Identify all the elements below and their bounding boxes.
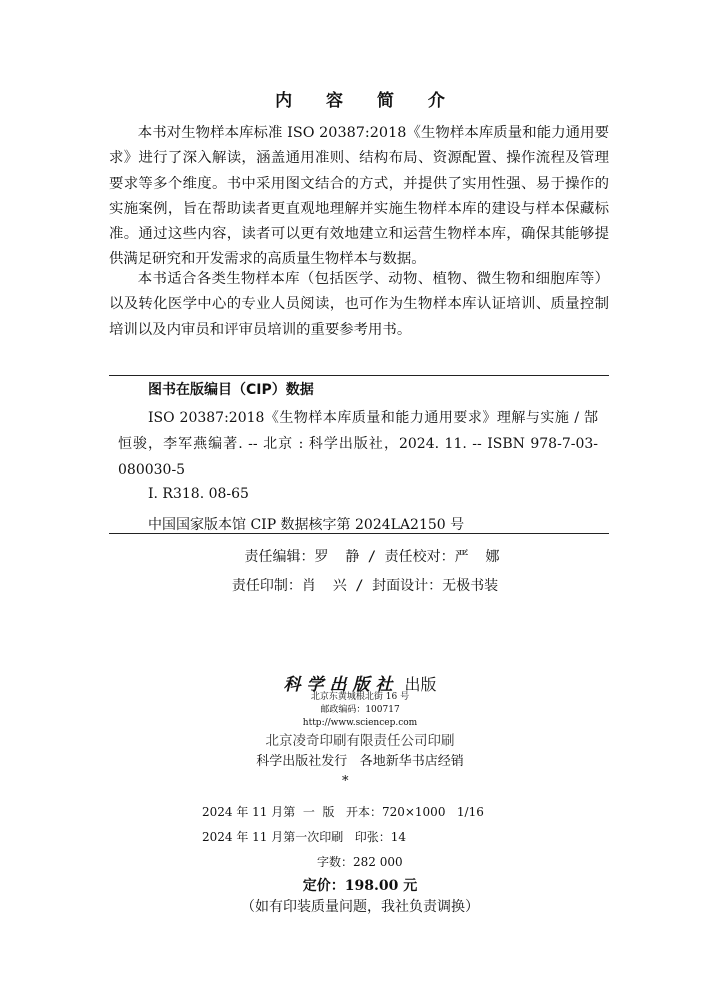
cip-description: ISO 20387:2018《生物样本库质量和能力通用要求》理解与实施 / 郜恒骏，李军燕编著. -- 北京 : 科学出版社，2024. 11. -- ISBN 978-7-03-080030-5	[118, 410, 598, 478]
intro-text-1: 本书对生物样本库标准 ISO 20387:2018《生物样本库质量和能力通用要求》进行了深入解读，涵盖通用准则、结构布局、资源配置、操作流程及管理要求等多个维度。书中采用图文结合的方式，并提供了实用性强、易于操作的实施案例，旨在帮助读者更直观地理解并实施生物样本库的建设与样本保藏标准。通过这些内容，读者可以更有效地建立和运营生物样本库，确保其能够提供满足研究和开发需求的高质量生物样本与数据。	[109, 125, 609, 268]
publisher-address: 北京东黄城根北街 16 号	[310, 692, 410, 702]
edition-line: 2024 年 11 月第 一 版 开本：720×1000 1/16	[202, 805, 484, 819]
printing-line: 2024 年 11 月第一次印刷 印张：14	[202, 830, 406, 844]
publisher-postcode: 邮政编码：100717	[320, 705, 400, 715]
intro-paragraph-2	[109, 267, 609, 343]
quality-notice: （如有印装质量问题，我社负责调换）	[241, 899, 479, 915]
cip-classification: Ⅰ. R318. 08-65	[148, 486, 249, 502]
publisher-name: 科学出版社	[283, 675, 399, 695]
printer-line: 北京凌奇印刷有限责任公司印刷	[265, 733, 455, 749]
word-count: 字数：282 000	[317, 855, 403, 869]
separator-star: *	[342, 774, 349, 789]
staff-production: 责任印制：肖 兴 / 封面设计：无极书装	[231, 578, 499, 594]
cip-heading: 图书在版编目（CIP）数据	[148, 382, 314, 398]
publisher-url: http://www.sciencep.com	[302, 718, 418, 728]
publisher-suffix: 出版	[404, 675, 437, 694]
section-title: 内 容 简 介	[275, 91, 459, 111]
distribution-line: 科学出版社发行 各地新华书店经销	[256, 754, 464, 769]
staff-editors: 责任编辑：罗 静 / 责任校对：严 娜	[244, 549, 500, 565]
cip-bottom-rule	[109, 533, 609, 534]
cip-top-rule	[109, 375, 609, 376]
cip-record-number: 中国国家版本馆 CIP 数据核字第 2024LA2150 号	[148, 517, 465, 533]
intro-text-2: 本书适合各类生物样本库（包括医学、动物、植物、微生物和细胞库等）以及转化医学中心的专业人员阅读，也可作为生物样本库认证培训、质量控制培训以及内审员和评审员培训的重要参考用书。	[109, 271, 609, 338]
intro-paragraph-1	[109, 121, 609, 273]
price: 定价：198.00 元	[302, 878, 418, 894]
